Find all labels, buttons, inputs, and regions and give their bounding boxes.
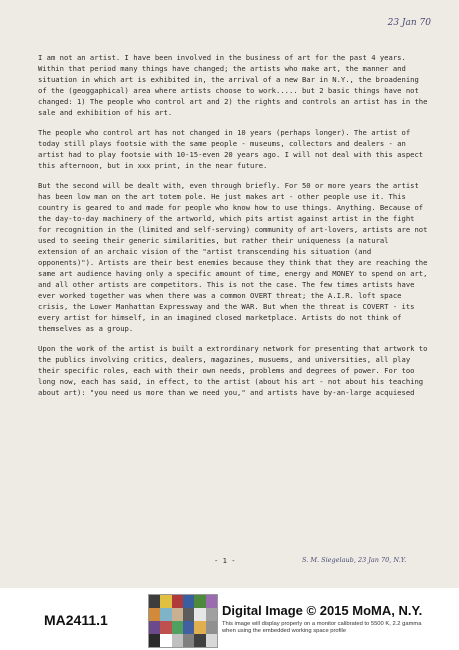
color-patch — [160, 634, 171, 647]
color-patch — [183, 634, 194, 647]
display-disclaimer: This image will display properly on a monitor calibrated to 5500 K, 2.2 gamma when using the embedded working space profile — [222, 621, 422, 634]
paragraph-3: But the second will be dealt with, even through briefly. For 50 or more years the artist has been low man on the art totem pole. He just makes art - other people use it. This country is geared to and made for people who know how to use things. Anything. Because of the day-to-day machinery of the artworld, which pits artist against artist in the fight for recognition in the (limited and self-serving) community of art-lovers, artists are not used to seeing their generic similarities, but rather their uniqueness (a natural extension of an archaic vision of the "artist transcending his situation (and opponents)"). Artists are their best enemies because they think that they are reaching the same art audience having only a specific amount of time, energy and MONEY to spend on art, and all other artists are competitors. This is not the case. The few times artists have ever worked together was when there was a common OVERT threat; the A.I.R. loft space crisis, the Lower Manhattan Expressway and the WAR. But when the threat is COVERT - its every artist for himself, in an imagined closed marketplace. Artists do not think of themselves as a group. — [38, 181, 432, 333]
archive-footer — [0, 588, 459, 650]
color-patch — [206, 634, 217, 647]
color-patch — [206, 608, 217, 621]
page-number: - 1 - — [214, 556, 236, 565]
typed-text — [38, 52, 432, 407]
color-patch — [194, 595, 205, 608]
handwritten-date: 23 Jan 70 — [387, 18, 431, 28]
color-patch — [160, 621, 171, 634]
catalog-number: MA2411.1 — [44, 612, 108, 628]
color-patch — [149, 608, 160, 621]
color-patch — [206, 621, 217, 634]
color-patch — [183, 621, 194, 634]
color-patch — [172, 621, 183, 634]
color-patch — [183, 595, 194, 608]
color-patch — [149, 634, 160, 647]
handwritten-signature: S. M. Siegelaub, 23 Jan 70, N.Y. — [302, 556, 407, 564]
color-patch — [172, 608, 183, 621]
paragraph-4: Upon the work of the artist is built a extrordinary network for presenting that artwork to the publics involving critics, dealers, magazines, musuems, and universities, all play their specific roles, each with their own needs, problems and degrees of power. For too long now, each has said, in effect, to the artist (about his art - not about his teaching about art): "you need us more than we need you," and artists have by-an-large acquiesed — [38, 344, 432, 397]
color-patch — [194, 608, 205, 621]
color-patch — [160, 608, 171, 621]
color-patch — [149, 595, 160, 608]
paragraph-2: The people who control art has not changed in 10 years (perhaps longer). The artist of today still plays footsie with the same people - museums, collectors and dealers - an artist had to play footsie with 10-15-even 20 years ago. I will not deal with this aspect this afternoon, but in xxx print, in the near future. — [38, 128, 428, 170]
color-patch — [172, 634, 183, 647]
color-calibration-target — [148, 594, 218, 648]
color-patch — [160, 595, 171, 608]
paragraph-1: I am not an artist. I have been involved in the business of art for the past 4 years. Within that period many things have changed; the artists who make art, the manner and situation in which art is exhibited in, the arrival of a new Bar in N.Y., the broadening of the (geoggaphical) area where artists choose to work..... but 2 basic things have not changed: 1) The people who control art and 2) the rights and controls an artist has in the sale and exhibition of his art. — [38, 53, 432, 117]
color-patch — [194, 621, 205, 634]
color-patch — [183, 608, 194, 621]
color-patch — [172, 595, 183, 608]
color-patch — [194, 634, 205, 647]
color-patch — [149, 621, 160, 634]
rights-line: Digital Image © 2015 MoMA, N.Y. — [222, 603, 423, 618]
color-patch — [206, 595, 217, 608]
